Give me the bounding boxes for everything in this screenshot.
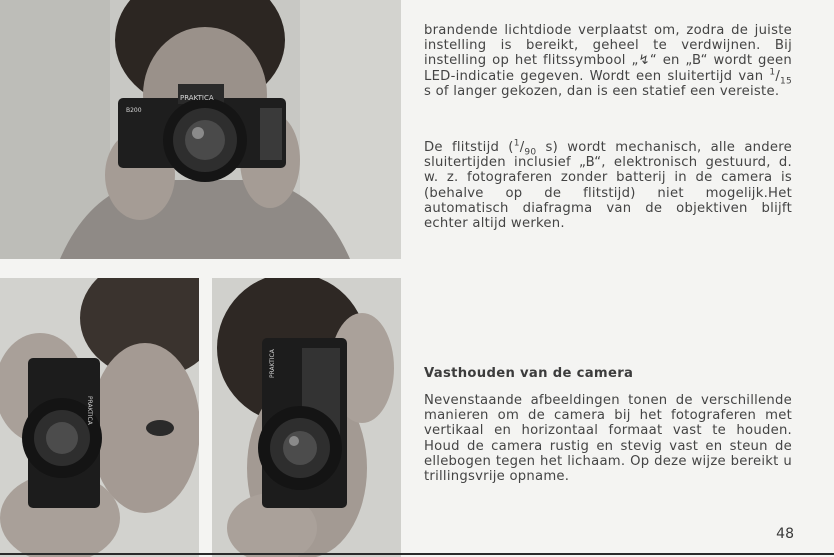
photo-camera-horizontal [0, 0, 401, 259]
page-number: 48 [776, 526, 794, 542]
photo-camera-vertical-front [212, 278, 401, 557]
para2-fraction-numerator: 1 [513, 138, 520, 149]
body-paragraph-2: De flitstijd ($^1/_{90}$ s) wordt mechanisch, alle andere sluitertijden inclusief „B“, elektronisch gestuurd, d. w. z. fotograferen zonder batterij in de camera is (behalve op de flitstijd) niet mogelijk.Het automatisch diafragma van de objektiven blijft echter altijd werken. [424, 138, 792, 232]
para1-tail-text: s of langer gekozen, dan is een statief een vereiste. [424, 83, 780, 99]
para2-fraction-denominator: 90 [524, 147, 537, 158]
camera-brand-label: PRAKTICA [180, 94, 214, 102]
camera-model-label: B200 [126, 107, 142, 114]
para3-text: Nevenstaande afbeeldingen tonen de verschillende manieren om de camera bij het fotograferen met vertikaal en horizontaal formaat vast te houden. Houd de camera rustig en stevig vast en steun de ellebogen tegen het lichaam. Op deze wijze bereikt u trillingsvrije opname. [424, 393, 792, 485]
para1-fraction-denominator: 15 [780, 76, 792, 87]
section-heading: Vasthouden van de camera [424, 366, 634, 381]
para2-tail-text: s) wordt mechanisch, alle andere sluitertijden inclusief „B“, elektronisch gestuurd, d. w. z. fotograferen zonder batterij in de camera is (behalve op de flitstijd) niet mogelijk.Het automatisch diafragma van de objektiven blijft echter altijd werken. [424, 140, 792, 232]
body-paragraph-3 [424, 393, 792, 484]
body-paragraph-1: brandende lichtdiode verplaatst om, zodra de juiste instelling is bereikt, geheel te verdwijnen. Bij instelling op het flitssymbool „↯“ en „B“ wordt geen LED-indicatie gegeven. Wordt een sluitertijd van $^1/_{15}$ s of langer gekozen, dan is een statief een vereiste. [424, 23, 792, 99]
para2-head-text: De flitstijd ( [424, 140, 514, 155]
para1-text: brandende lichtdiode verplaatst om, zodra de juiste instelling is bereikt, geheel te verdwijnen. Bij instelling op het flitssymbool „↯“ en „B“ wordt geen LED-indicatie gegeven. Wordt een sluitertijd van [424, 23, 792, 84]
para1-fraction-numerator: 1 [769, 67, 776, 78]
camera-brand-label: PRAKTICA [86, 396, 93, 425]
bottom-rule [0, 553, 834, 555]
camera-brand-label: PRAKTICA [269, 349, 276, 378]
photo-camera-vertical-side [0, 278, 199, 557]
